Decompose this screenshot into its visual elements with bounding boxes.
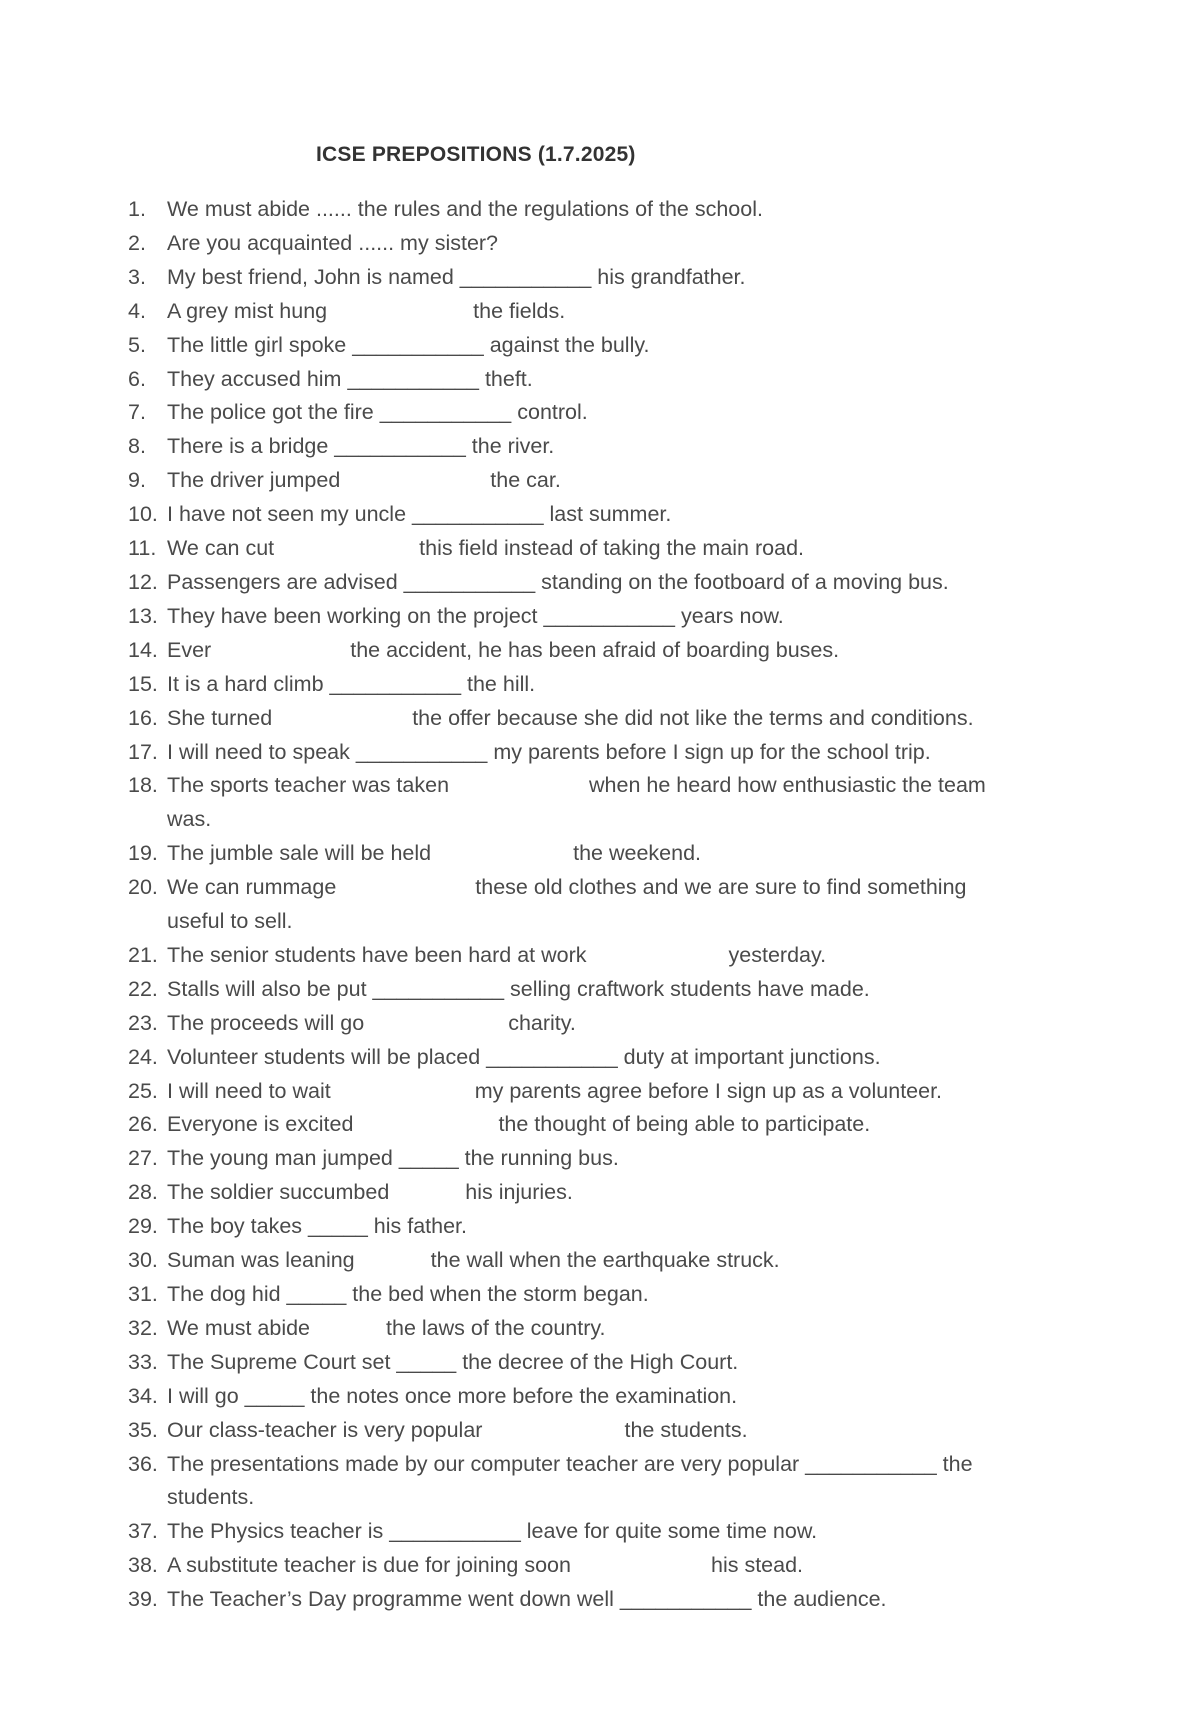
question-text: The Teacher’s Day programme went down well ___________ the audience. [167,1587,887,1612]
question-text-end: the students. [624,1417,748,1442]
question-number: 23. [128,1010,158,1035]
question-text-start: The sports teacher was taken [167,773,450,798]
question-text-start: A substitute teacher is due for joining soon [167,1553,571,1578]
question-text: I will go _____ the notes once more before the examination. [167,1383,738,1408]
question-24 [128,1041,1058,1075]
question-20-continued [128,905,1058,939]
question-number: 22. [128,976,158,1001]
question-text: Stalls will also be put ___________ selling craftwork students have made. [167,976,870,1001]
question-text-end: the thought of being able to participate. [498,1112,871,1137]
question-21 [128,939,1058,973]
question-32 [128,1312,1058,1346]
question-18 [128,769,1058,803]
question-number: 30. [128,1248,158,1273]
question-text: The boy takes _____ his father. [167,1214,468,1239]
question-14 [128,634,1058,668]
question-text: It is a hard climb ___________ the hill. [167,671,536,696]
question-text-end: my parents agree before I sign up as a volunteer. [474,1078,943,1103]
question-text-start: The senior students have been hard at work [167,942,587,967]
question-number: 21. [128,942,158,967]
question-text: Passengers are advised ___________ standing on the footboard of a moving bus. [167,569,949,594]
question-text-start: A grey mist hung [167,298,328,323]
question-number: 24. [128,1044,158,1069]
question-25 [128,1075,1058,1109]
question-20 [128,871,1058,905]
question-number: 6. [128,366,146,391]
question-30 [128,1244,1058,1278]
question-number: 11. [128,536,157,561]
question-number: 19. [128,841,158,866]
question-9 [128,464,1058,498]
question-text-start: The proceeds will go [167,1010,365,1035]
question-text-start: Everyone is excited [167,1112,354,1137]
question-text-end: when he heard how enthusiastic the team [589,773,986,798]
question-text-wrap: students. [167,1485,255,1510]
question-number: 13. [128,603,158,628]
question-text-end: the weekend. [573,841,702,866]
question-number: 8. [128,434,146,459]
question-11 [128,532,1058,566]
question-number: 4. [128,298,146,323]
question-2 [128,227,1058,261]
question-text-end: the fields. [473,298,566,323]
question-text-end: his stead. [710,1553,804,1578]
question-text-end: yesterday. [728,942,827,967]
question-text-end: this field instead of taking the main road. [419,536,804,561]
question-text-wrap: useful to sell. [167,909,293,934]
question-38 [128,1549,1058,1583]
question-text-end: the offer because she did not like the terms and conditions. [412,705,974,730]
question-12 [128,566,1058,600]
question-list [128,193,1058,1617]
question-text: Volunteer students will be placed ___________ duty at important junctions. [167,1044,881,1069]
question-text: The presentations made by our computer teacher are very popular ___________ the [167,1451,973,1476]
question-text-start: We can cut [167,536,275,561]
question-text-end: the car. [490,468,561,493]
question-5 [128,329,1058,363]
question-number: 28. [128,1180,158,1205]
question-33 [128,1346,1058,1380]
question-22 [128,973,1058,1007]
question-text-start: The soldier succumbed [167,1180,390,1205]
question-text-start: Suman was leaning [167,1248,355,1273]
question-18-continued [128,803,1058,837]
question-number: 15. [128,671,158,696]
question-15 [128,668,1058,702]
question-text: We must abide ...... the rules and the regulations of the school. [167,197,763,221]
question-number: 38. [128,1553,158,1578]
question-text-start: We must abide [167,1315,311,1340]
question-text-start: The driver jumped [167,468,341,493]
question-34 [128,1380,1058,1414]
question-19 [128,837,1058,871]
question-text-end: the wall when the earthquake struck. [430,1248,780,1273]
question-number: 35. [128,1417,158,1442]
question-37 [128,1515,1058,1549]
question-text: The Physics teacher is ___________ leave for quite some time now. [167,1519,818,1544]
question-number: 16. [128,705,158,730]
question-text-end: his injuries. [465,1180,573,1205]
question-39 [128,1583,1058,1617]
question-16 [128,702,1058,736]
question-8 [128,430,1058,464]
question-26 [128,1108,1058,1142]
question-text-start: We can rummage [167,875,337,900]
question-number: 1. [128,197,146,221]
question-text-start: I will need to wait [167,1078,331,1103]
question-6 [128,363,1058,397]
question-text: I will need to speak ___________ my parents before I sign up for the school trip. [167,739,931,764]
question-36-continued [128,1481,1058,1515]
question-3 [128,261,1058,295]
question-number: 18. [128,773,158,798]
question-text: The police got the fire ___________ control. [167,400,588,425]
question-4 [128,295,1058,329]
question-number: 32. [128,1315,158,1340]
question-text: They accused him ___________ theft. [167,366,533,391]
question-17 [128,736,1058,770]
question-number: 3. [128,264,146,289]
question-27 [128,1142,1058,1176]
question-number: 5. [128,332,146,357]
question-number: 31. [128,1282,158,1306]
question-text: My best friend, John is named ___________ his grandfather. [167,264,746,289]
question-number: 26. [128,1112,158,1137]
question-number: 14. [128,637,158,662]
question-text-end: these old clothes and we are sure to find something [475,875,967,900]
question-text-end: the laws of the country. [386,1315,606,1340]
question-text: Are you acquainted ...... my sister? [167,230,499,255]
question-35 [128,1414,1058,1448]
question-text-start: She turned [167,705,273,730]
question-text-end: the accident, he has been afraid of boarding buses. [350,637,840,662]
question-number: 36. [128,1451,158,1476]
question-7 [128,396,1058,430]
question-text-start: Our class-teacher is very popular [167,1417,483,1442]
question-28 [128,1176,1058,1210]
question-text: The young man jumped _____ the running bus. [167,1146,619,1171]
question-number: 2. [128,230,146,255]
question-number: 29. [128,1214,158,1239]
question-number: 25. [128,1078,158,1103]
question-text: The dog hid _____ the bed when the storm began. [167,1282,649,1306]
question-text: They have been working on the project ___________ years now. [167,603,784,628]
question-13 [128,600,1058,634]
question-number: 7. [128,400,146,425]
question-text-end: charity. [508,1010,576,1035]
question-31 [128,1278,1058,1312]
question-text: The Supreme Court set _____ the decree of the High Court. [167,1349,739,1374]
question-10 [128,498,1058,532]
question-text-start: Ever [167,637,212,662]
question-number: 27. [128,1146,158,1171]
question-number: 9. [128,468,146,493]
question-number: 33. [128,1349,158,1374]
question-36 [128,1448,1058,1482]
question-text-start: The jumble sale will be held [167,841,432,866]
question-1 [128,193,1058,227]
question-number: 37. [128,1519,158,1544]
question-text-wrap: was. [167,807,212,832]
question-number: 17. [128,739,158,764]
question-23 [128,1007,1058,1041]
question-text: There is a bridge ___________ the river. [167,434,555,459]
question-number: 34. [128,1383,158,1408]
question-number: 10. [128,502,158,527]
question-number: 12. [128,569,158,594]
question-text: I have not seen my uncle ___________ last summer. [167,502,672,527]
question-number: 39. [128,1587,158,1612]
question-text: The little girl spoke ___________ against the bully. [167,332,650,357]
question-29 [128,1210,1058,1244]
worksheet-title: ICSE PREPOSITIONS (1.7.2025) [316,143,636,166]
question-number: 20. [128,875,158,900]
